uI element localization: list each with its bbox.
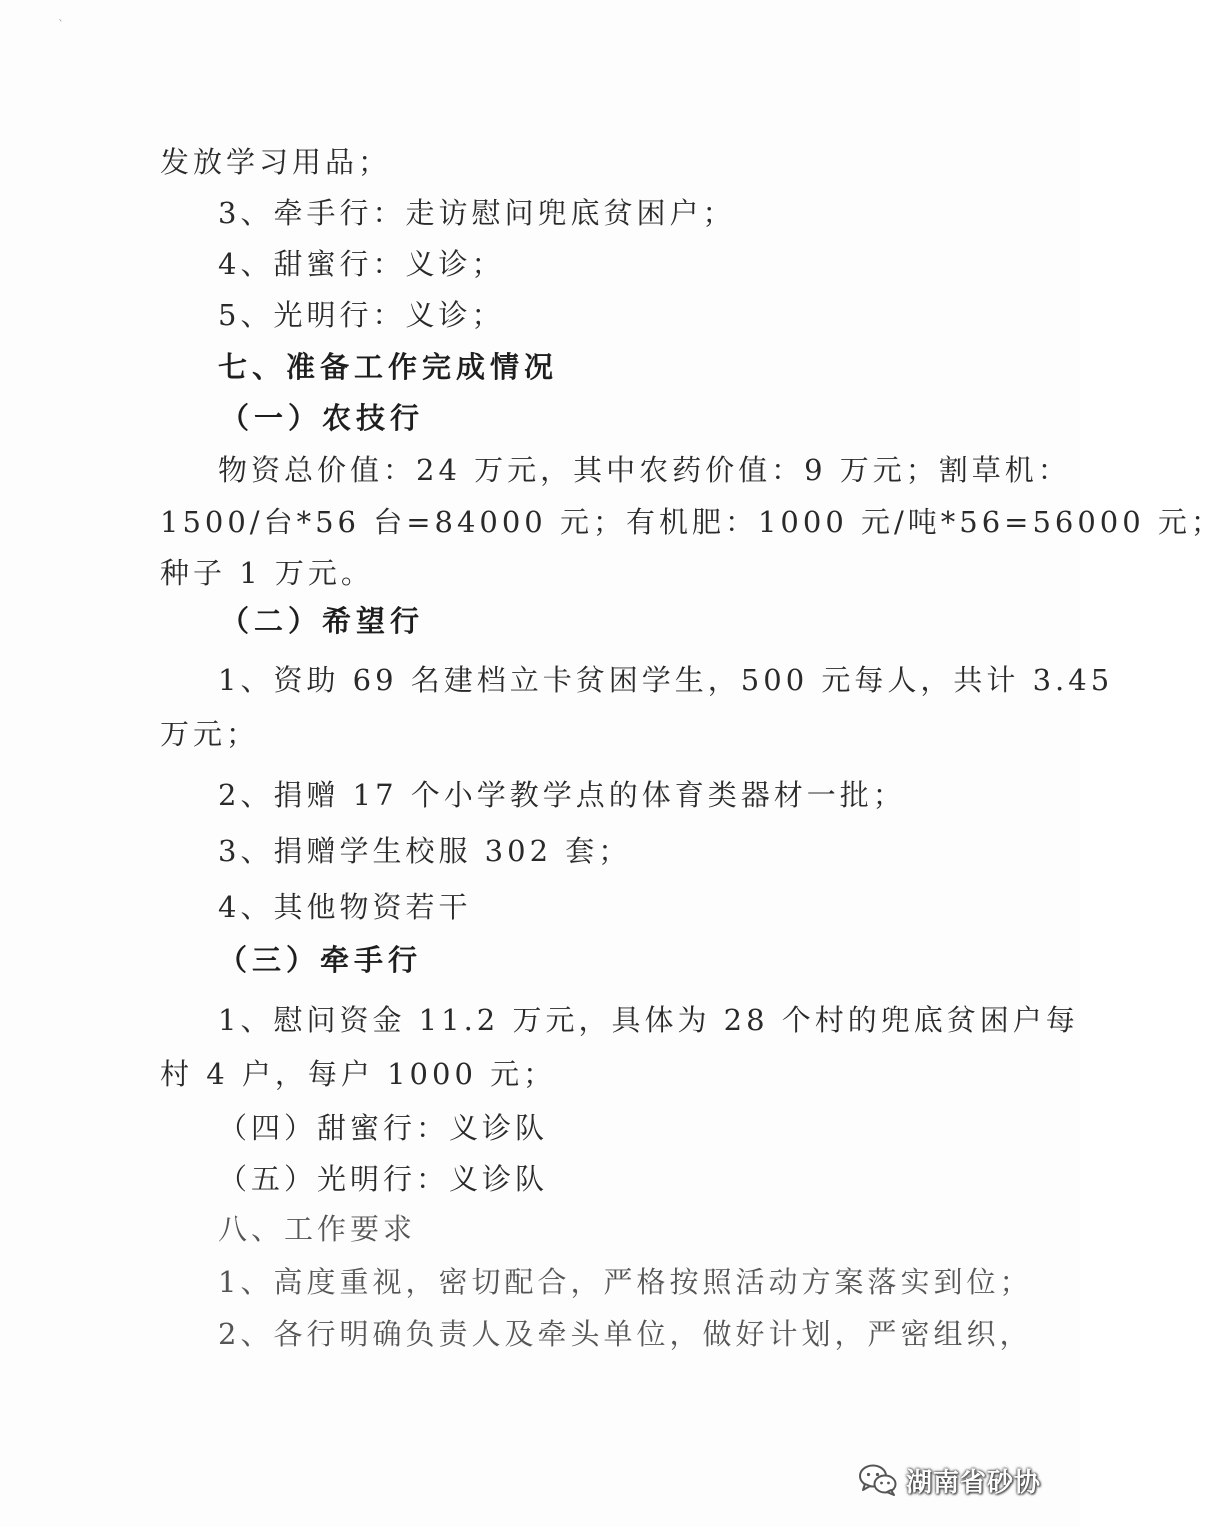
watermark-text: 湖南省砂协	[906, 1467, 1042, 1498]
list-item: 2、各行明确负责人及牵头单位，做好计划，严密组织，	[218, 1317, 1033, 1351]
corner-mark: `	[58, 18, 64, 32]
subsection-heading: （四）甜蜜行：义诊队	[218, 1111, 549, 1145]
text-line: 发放学习用品；	[160, 145, 392, 179]
subsection-heading: （二）希望行	[220, 604, 425, 638]
subsection-heading: （一）农技行	[220, 401, 425, 435]
text-line: 1500/台*56 台=84000 元；有机肥：1000 元/吨*56=56000 元；	[160, 505, 1224, 539]
text-line: 种子 1 万元。	[160, 556, 374, 590]
text-line: 万元；	[160, 717, 260, 751]
list-item: 5、光明行：义诊；	[218, 298, 505, 332]
text-line: 村 4 户，每户 1000 元；	[160, 1057, 557, 1091]
section-heading: 八、工作要求	[218, 1212, 417, 1246]
list-item: 1、慰问资金 11.2 万元，具体为 28 个村的兜底贫困户每	[218, 1003, 1079, 1037]
list-item: 4、其他物资若干	[218, 890, 472, 924]
watermark	[858, 1460, 1041, 1500]
subsection-heading: （三）牵手行	[218, 943, 423, 977]
text-line: 物资总价值：24 万元，其中农药价值：9 万元；割草机：	[218, 453, 1071, 487]
list-item: 1、资助 69 名建档立卡贫困学生，500 元每人，共计 3.45	[218, 663, 1114, 697]
list-item: 1、高度重视，密切配合，严格按照活动方案落实到位；	[218, 1265, 1033, 1299]
list-item: 4、甜蜜行：义诊；	[218, 247, 505, 281]
list-item: 3、捐赠学生校服 302 套；	[218, 834, 632, 868]
section-heading: 七、准备工作完成情况	[218, 350, 559, 384]
list-item: 2、捐赠 17 个小学教学点的体育类器材一批；	[218, 778, 906, 812]
subsection-heading: （五）光明行：义诊队	[218, 1162, 549, 1196]
list-item: 3、牵手行：走访慰问兜底贫困户；	[218, 196, 736, 230]
wechat-icon	[858, 1463, 898, 1497]
